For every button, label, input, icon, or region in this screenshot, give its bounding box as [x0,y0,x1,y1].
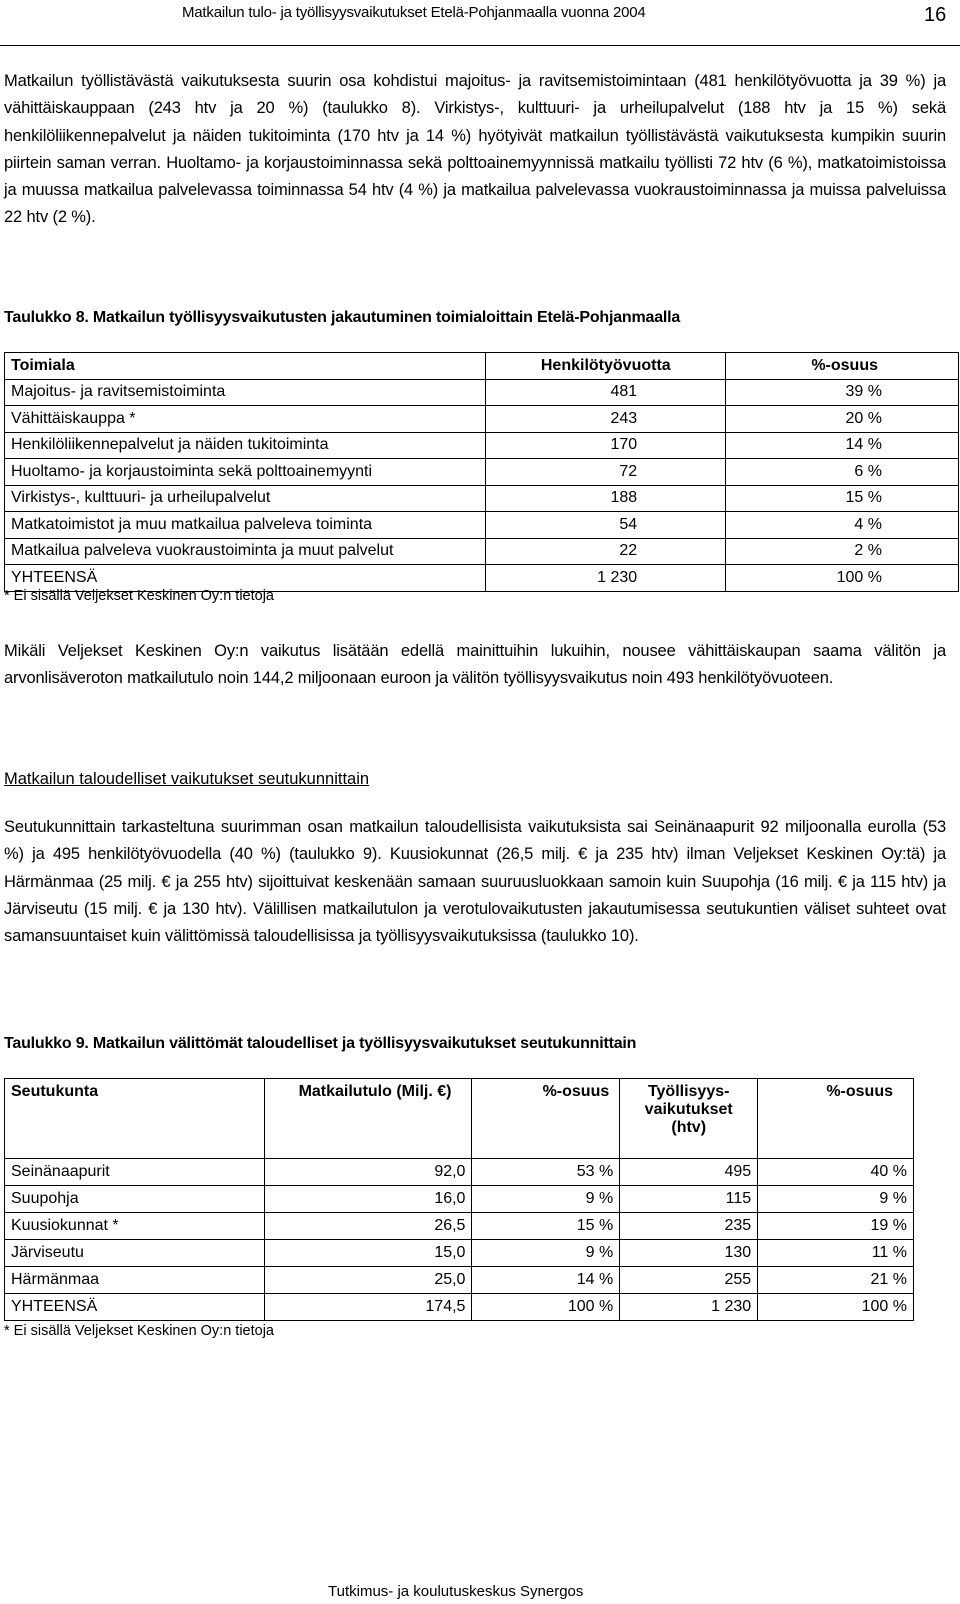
table8-cell: Virkistys-, kulttuuri- ja urheilupalvelut [5,485,486,512]
section-heading: Matkailun taloudelliset vaikutukset seutukunnittain [4,770,370,788]
table9-cell: 174,5 [264,1294,472,1321]
header-divider [0,45,960,46]
table8-header-osuus: %-osuus [726,353,959,380]
table9-header-osuus2: %-osuus [758,1079,914,1159]
table8-cell: 6 % [726,459,959,486]
table-row [5,485,959,512]
table9 [4,1078,914,1321]
table9-cell: 40 % [758,1159,914,1186]
table8-cell: 20 % [726,406,959,433]
table-row [5,1267,914,1294]
table9-cell: Kuusiokunnat * [5,1213,265,1240]
table8-cell: 4 % [726,512,959,539]
table9-cell: Suupohja [5,1186,265,1213]
table9-cell: YHTEENSÄ [5,1294,265,1321]
table9-cell: 16,0 [264,1186,472,1213]
table8-cell: 15 % [726,485,959,512]
table9-cell: 15,0 [264,1240,472,1267]
table9-cell: Seinänaapurit [5,1159,265,1186]
table9-cell: 100 % [472,1294,620,1321]
table9-cell: 14 % [472,1267,620,1294]
table9-cell: 9 % [472,1240,620,1267]
table8-header-row [5,353,959,380]
table9-cell: 25,0 [264,1267,472,1294]
table-row [5,406,959,433]
table9-cell: 21 % [758,1267,914,1294]
table8-caption: Taulukko 8. Matkailun työllisyysvaikutusten jakautuminen toimialoittain Etelä-Pohjanmaalla [4,309,681,326]
table9-cell: 11 % [758,1240,914,1267]
table9-cell: 92,0 [264,1159,472,1186]
table8-cell: 14 % [726,432,959,459]
table9-cell: 115 [620,1186,758,1213]
table9-header-tyollisyys: Työllisyys-vaikutukset (htv) [620,1079,758,1159]
table9-header-osuus: %-osuus [472,1079,620,1159]
table8-cell: 170 [486,432,726,459]
table-row [5,1213,914,1240]
table8-header-toimiala: Toimiala [5,353,486,380]
table9-cell: 495 [620,1159,758,1186]
paragraph-employment: Matkailun työllistävästä vaikutuksesta suurin osa kohdistui majoitus- ja ravitsemistoimintaan (481 henkilötyövuotta ja 39 %) ja vähittäiskauppaan (243 htv ja 20 %) (taulukko 8). Virkistys-, kulttuuri- ja urheilupalvelut (188 htv ja 15 %) sekä henkilöliikennepalvelut ja näiden tukitoiminta (170 htv ja 14 %) hyötyivät matkailun työllistävästä vaikutuksesta kumpikin suurin piirtein saman verran. Huoltamo- ja korjaustoiminnassa sekä polttoainemyynnissä matkailu työllisti 72 htv (6 %), matkatoimistoissa ja muussa matkailua palvelevassa toiminnassa 54 htv (4 %) ja matkailua palvelevassa vuokraustoiminnassa ja muissa palveluissa 22 htv (2 %). [4,72,946,227]
table-row-total [5,1294,914,1321]
table9-cell: 26,5 [264,1213,472,1240]
table8-cell: Matkatoimistot ja muu matkailua palveleva toiminta [5,512,486,539]
table-row [5,1240,914,1267]
table9-header-seutukunta: Seutukunta [5,1079,265,1159]
table9-cell: Härmänmaa [5,1267,265,1294]
table-row [5,379,959,406]
table-row [5,512,959,539]
table9-cell: 255 [620,1267,758,1294]
page-header [0,0,960,46]
table8-cell: Henkilöliikennepalvelut ja näiden tukitoiminta [5,432,486,459]
table9-cell: 130 [620,1240,758,1267]
page-footer: Tutkimus- ja koulutuskeskus Synergos [328,1583,584,1600]
table8-cell: 481 [486,379,726,406]
table8-cell: Huoltamo- ja korjaustoiminta sekä polttoainemyynti [5,459,486,486]
table-row [5,1186,914,1213]
table9-cell: 100 % [758,1294,914,1321]
table8-cell: 1 230 [486,565,726,592]
table9-cell: 9 % [472,1186,620,1213]
table8-footnote: * Ei sisällä Veljekset Keskinen Oy:n tietoja [4,588,274,604]
table9-footnote: * Ei sisällä Veljekset Keskinen Oy:n tietoja [4,1323,274,1339]
table-row [5,459,959,486]
table9-caption: Taulukko 9. Matkailun välittömät taloudelliset ja työllisyysvaikutukset seutukunnittain [4,1035,637,1052]
table9-cell: 15 % [472,1213,620,1240]
table9-cell: 19 % [758,1213,914,1240]
table8-cell: 188 [486,485,726,512]
table9-cell: Järviseutu [5,1240,265,1267]
table8-cell: Vähittäiskauppa * [5,406,486,433]
page-number: 16 [924,4,947,26]
table9-cell: 9 % [758,1186,914,1213]
table-row [5,538,959,565]
table-row [5,1159,914,1186]
paragraph-keskinen: Mikäli Veljekset Keskinen Oy:n vaikutus lisätään edellä mainittuihin lukuihin, nousee vähittäiskaupan saama välitön ja arvonlisäveroton matkailutulo noin 144,2 miljoonaan euroon ja välitön työllisyysvaikutus noin 493 henkilötyövuoteen. [4,642,946,688]
table8-cell: 72 [486,459,726,486]
table9-cell: 1 230 [620,1294,758,1321]
table8-cell: 54 [486,512,726,539]
table9-header-tulo: Matkailutulo (Milj. €) [264,1079,472,1159]
header-title: Matkailun tulo- ja työllisyysvaikutukset Etelä-Pohjanmaalla vuonna 2004 [182,4,646,21]
table-row [5,432,959,459]
table9-header-row [5,1079,914,1159]
table8-cell: Majoitus- ja ravitsemistoiminta [5,379,486,406]
table8 [4,352,959,592]
table9-cell: 235 [620,1213,758,1240]
table8-header-htv: Henkilötyövuotta [486,353,726,380]
table8-cell: 2 % [726,538,959,565]
table8-cell: 243 [486,406,726,433]
table8-cell: Matkailua palveleva vuokraustoiminta ja muut palvelut [5,538,486,565]
table8-cell: 100 % [726,565,959,592]
table9-cell: 53 % [472,1159,620,1186]
table8-cell: 22 [486,538,726,565]
paragraph-regional: Seutukunnittain tarkasteltuna suurimman osan matkailun taloudellisista vaikutuksista sai Seinänaapurit 92 miljoonalla eurolla (53 %) ja 495 henkilötyövuodella (40 %) (taulukko 9). Kuusiokunnat (26,5 milj. € ja 235 htv) ilman Veljekset Keskinen Oy:tä) ja Härmänmaa (25 milj. € ja 255 htv) sijoittuivat keskenään samaan suuruusluokkaan samoin kuin Suupohja (16 milj. € ja 115 htv) ja Järviseutu (15 milj. € ja 130 htv). Välillisen matkailutulon ja verotulovaikutusten jakautumisessa seutukuntien väliset suhteet ovat samansuuntaiset kuin välittömissä taloudellisissa ja työllisyysvaikutuksissa (taulukko 10). [4,818,946,946]
table8-cell: 39 % [726,379,959,406]
table8-cell: YHTEENSÄ [5,565,486,592]
